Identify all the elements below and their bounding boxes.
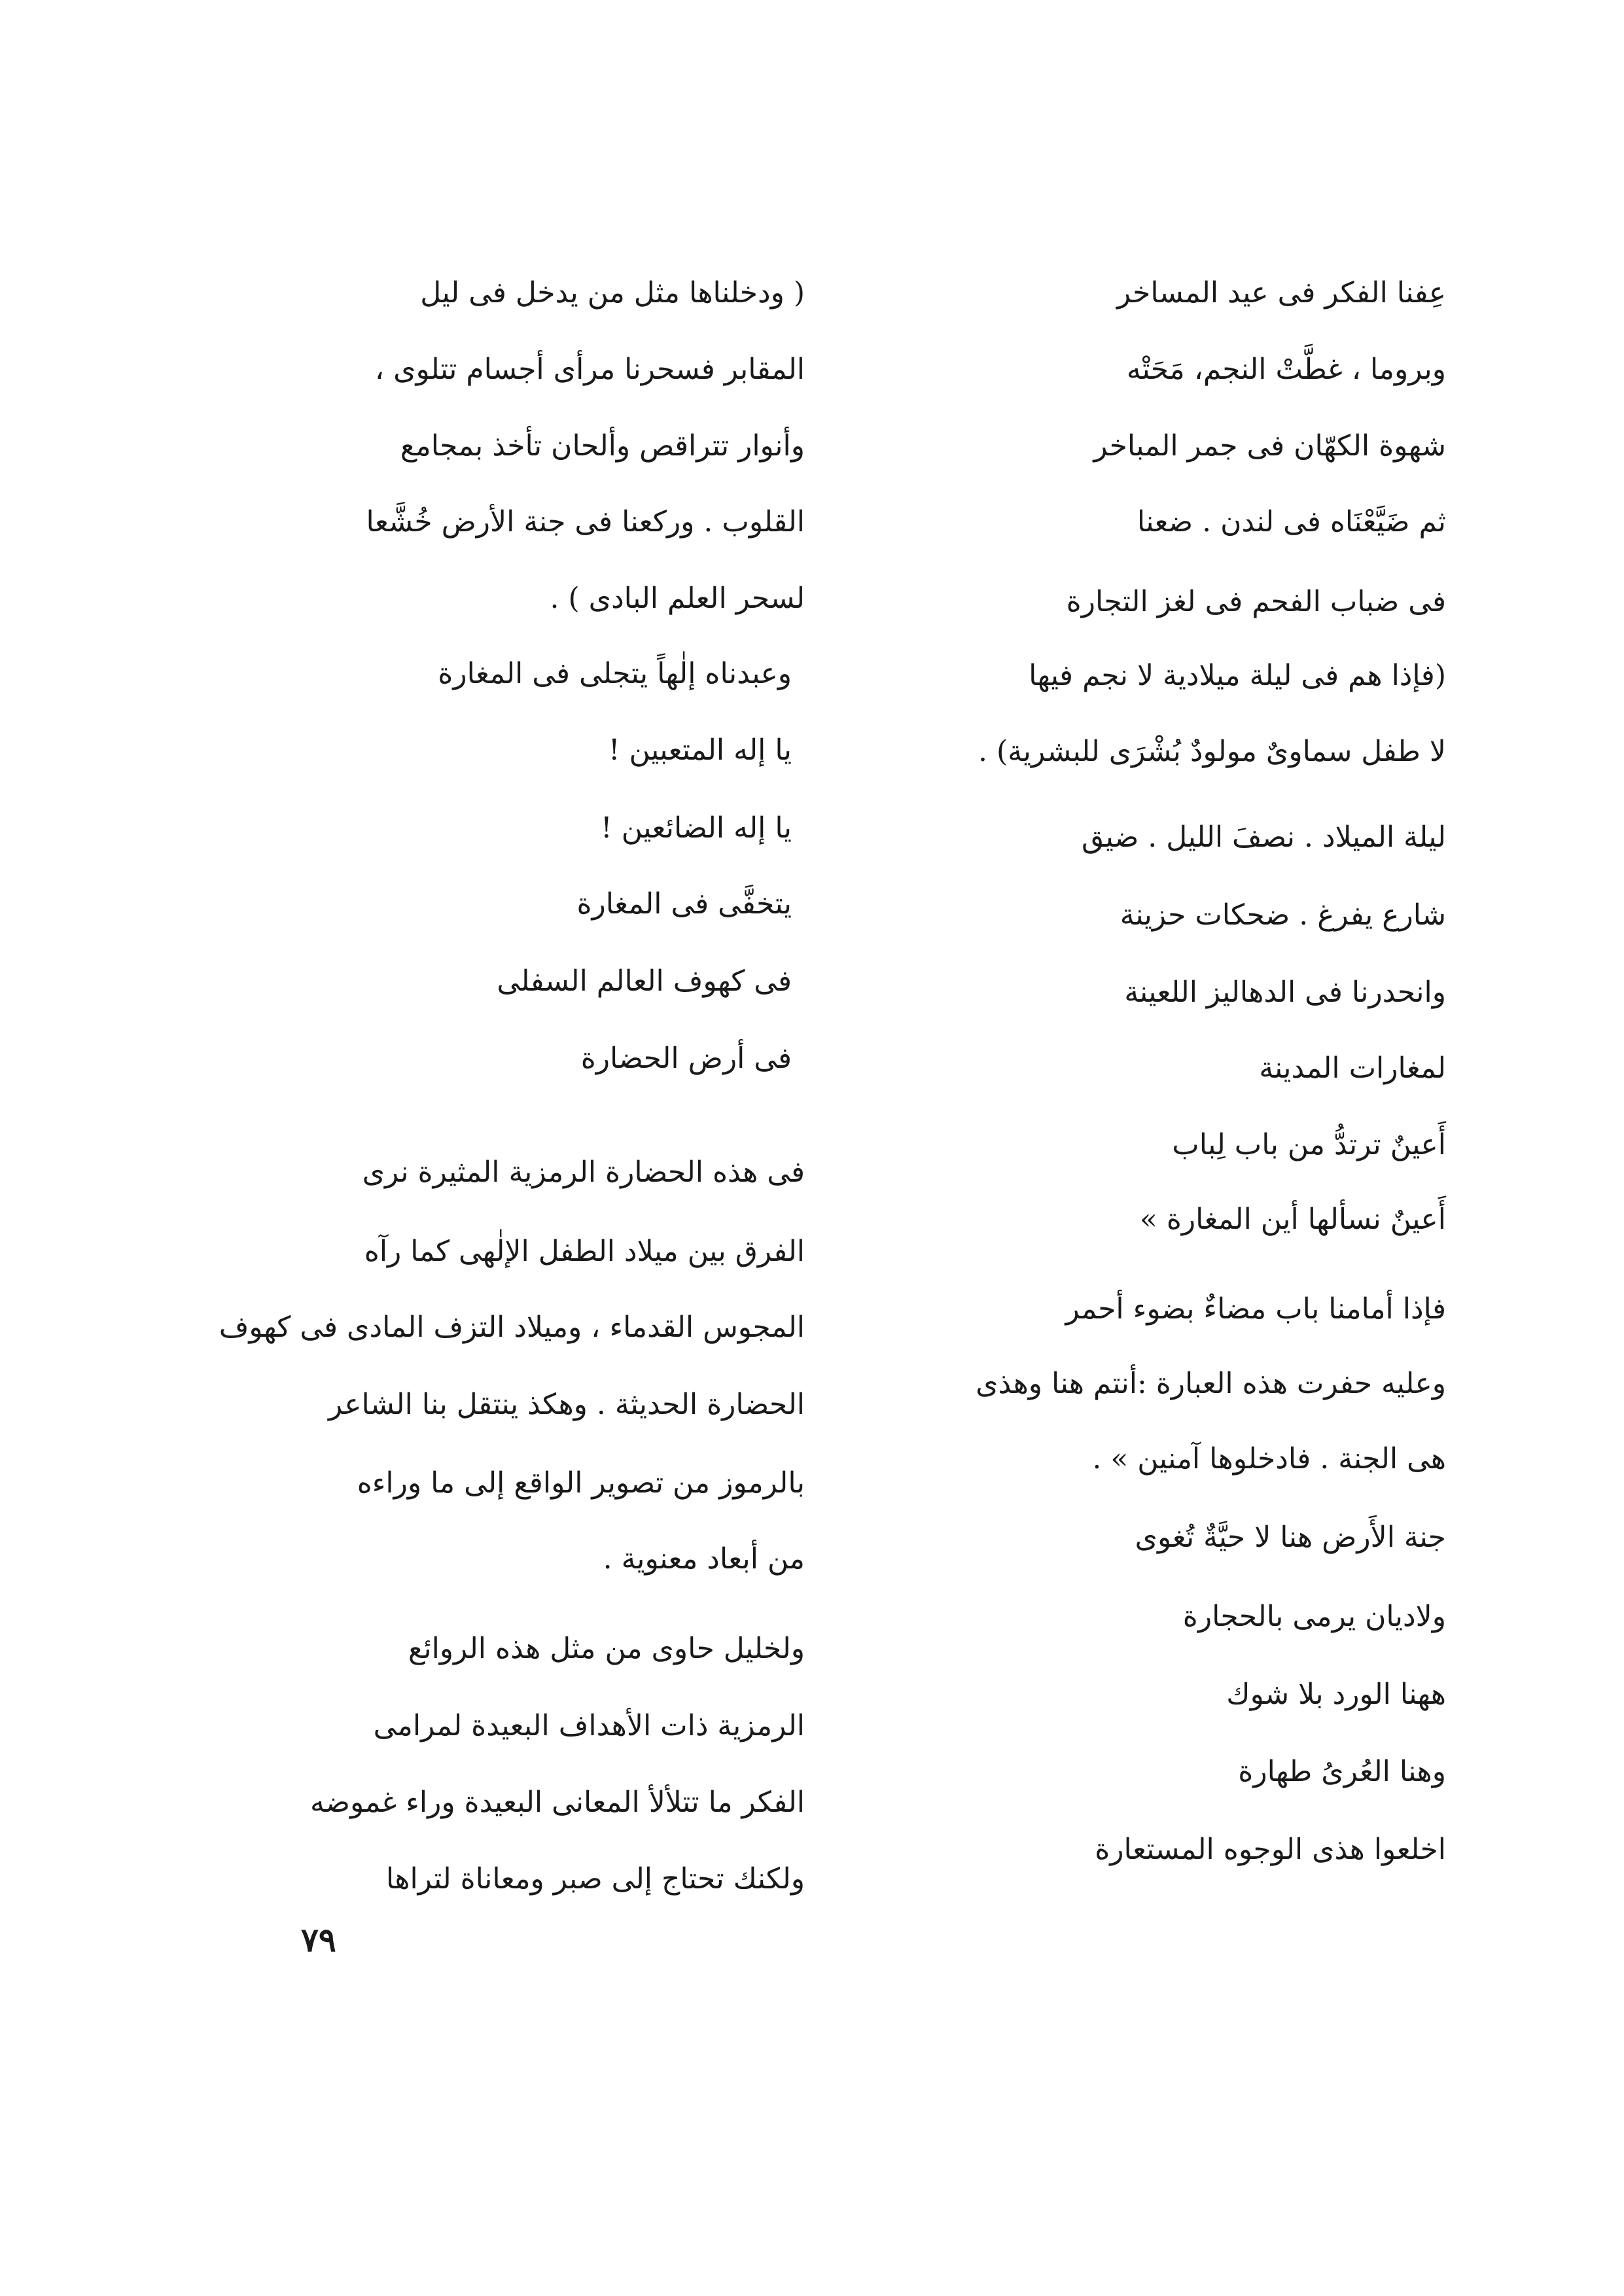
left-line: فى كهوف العالم السفلى xyxy=(497,964,792,998)
left-line: ولخليل حاوى من مثل هذه الروائع xyxy=(408,1632,805,1665)
left-line: يا إله المتعبين ! xyxy=(608,733,792,767)
right-text-column xyxy=(844,0,1446,2296)
left-line: القلوب . وركعنا فى جنة الأرض خُشَّعا xyxy=(366,505,805,539)
right-line: وعليه حفرت هذه العبارة :أنتم هنا وهذى xyxy=(976,1367,1446,1400)
right-line: وانحدرنا فى الدهاليز اللعينة xyxy=(1124,976,1446,1009)
right-line: هى الجنة . فادخلوها آمنين » . xyxy=(1092,1442,1446,1475)
right-line: ثم ضَيَّعْنَاه فى لندن . ضعنا xyxy=(1137,505,1446,539)
left-line: ( ودخلناها مثل من يدخل فى ليل xyxy=(420,276,805,309)
left-line: وعبدناه إلٰهاً يتجلى فى المغارة xyxy=(438,657,792,690)
right-line: شهوة الكهّان فى جمر المباخر xyxy=(1093,429,1446,463)
right-line: لا طفل سماوىٌ مولودٌ بُشْرَى للبشرية) . xyxy=(978,735,1446,768)
right-line: فإذا أمامنا باب مضاءٌ بضوء أحمر xyxy=(1065,1292,1446,1326)
left-line: لسحر العلم البادى ) . xyxy=(550,582,805,615)
right-line: أَعينٌ نسألها أين المغارة » xyxy=(1139,1203,1446,1236)
left-line: يا إله الضائعين ! xyxy=(601,811,792,845)
right-line: أَعينٌ ترتدُّ من باب لِباب xyxy=(1172,1128,1446,1161)
right-line: وبروما ، غطَّتْ النجم، مَحَتْه xyxy=(1126,353,1446,386)
left-text-column xyxy=(203,0,805,2296)
right-line: اخلعوا هذى الوجوه المستعارة xyxy=(1095,1833,1446,1866)
page-number: ٧٩ xyxy=(301,1920,336,1959)
right-line: لمغارات المدينة xyxy=(1259,1051,1446,1085)
left-line: المجوس القدماء ، وميلاد التزف المادى فى كهوف xyxy=(219,1311,805,1344)
left-line: المقابر فسحرنا مرأى أجسام تتلوى ، xyxy=(374,353,805,386)
left-line: الحضارة الحديثة . وهكذ ينتقل بنا الشاعر xyxy=(328,1388,805,1421)
right-line: ولاديان يرمى بالحجارة xyxy=(1182,1600,1446,1633)
left-line: ولكنك تحتاج إلى صبر ومعاناة لتراها xyxy=(385,1862,805,1896)
left-line: الرمزية ذات الأهداف البعيدة لمرامى xyxy=(373,1709,805,1742)
right-line: فى ضباب الفحم فى لغز التجارة xyxy=(1066,585,1446,618)
left-line: الفكر ما تتلألأ المعانى البعيدة وراء غموضه xyxy=(310,1786,805,1819)
left-line: فى هذه الحضارة الرمزية المثيرة نرى xyxy=(362,1156,805,1189)
left-line: فى أرض الحضارة xyxy=(580,1042,792,1075)
left-line: يتخفَّى فى المغارة xyxy=(576,887,792,921)
left-line: وأنوار تتراقص وألحان تأخذ بمجامع xyxy=(400,429,805,463)
right-line: وهنا العُرىُ طهارة xyxy=(1238,1755,1446,1788)
left-line: من أبعاد معنوية . xyxy=(603,1542,805,1576)
right-line: (فإذا هم فى ليلة ميلادية لا نجم فيها xyxy=(1029,659,1446,692)
right-line: شارع يفرغ . ضحكات حزينة xyxy=(1120,898,1446,932)
right-line: ههنا الورد بلا شوك xyxy=(1226,1678,1446,1711)
left-line: بالرموز من تصوير الواقع إلى ما وراءه xyxy=(357,1466,805,1500)
right-line: جنة الأَرض هنا لا حيَّةٌ تُغوى xyxy=(1135,1521,1446,1554)
right-line: عِفنا الفكر فى عيد المساخر xyxy=(1116,276,1446,309)
right-line: ليلة الميلاد . نصفَ الليل . ضيق xyxy=(1081,821,1446,854)
left-line: الفرق بين ميلاد الطفل الإلٰهى كما رآه xyxy=(364,1235,805,1268)
